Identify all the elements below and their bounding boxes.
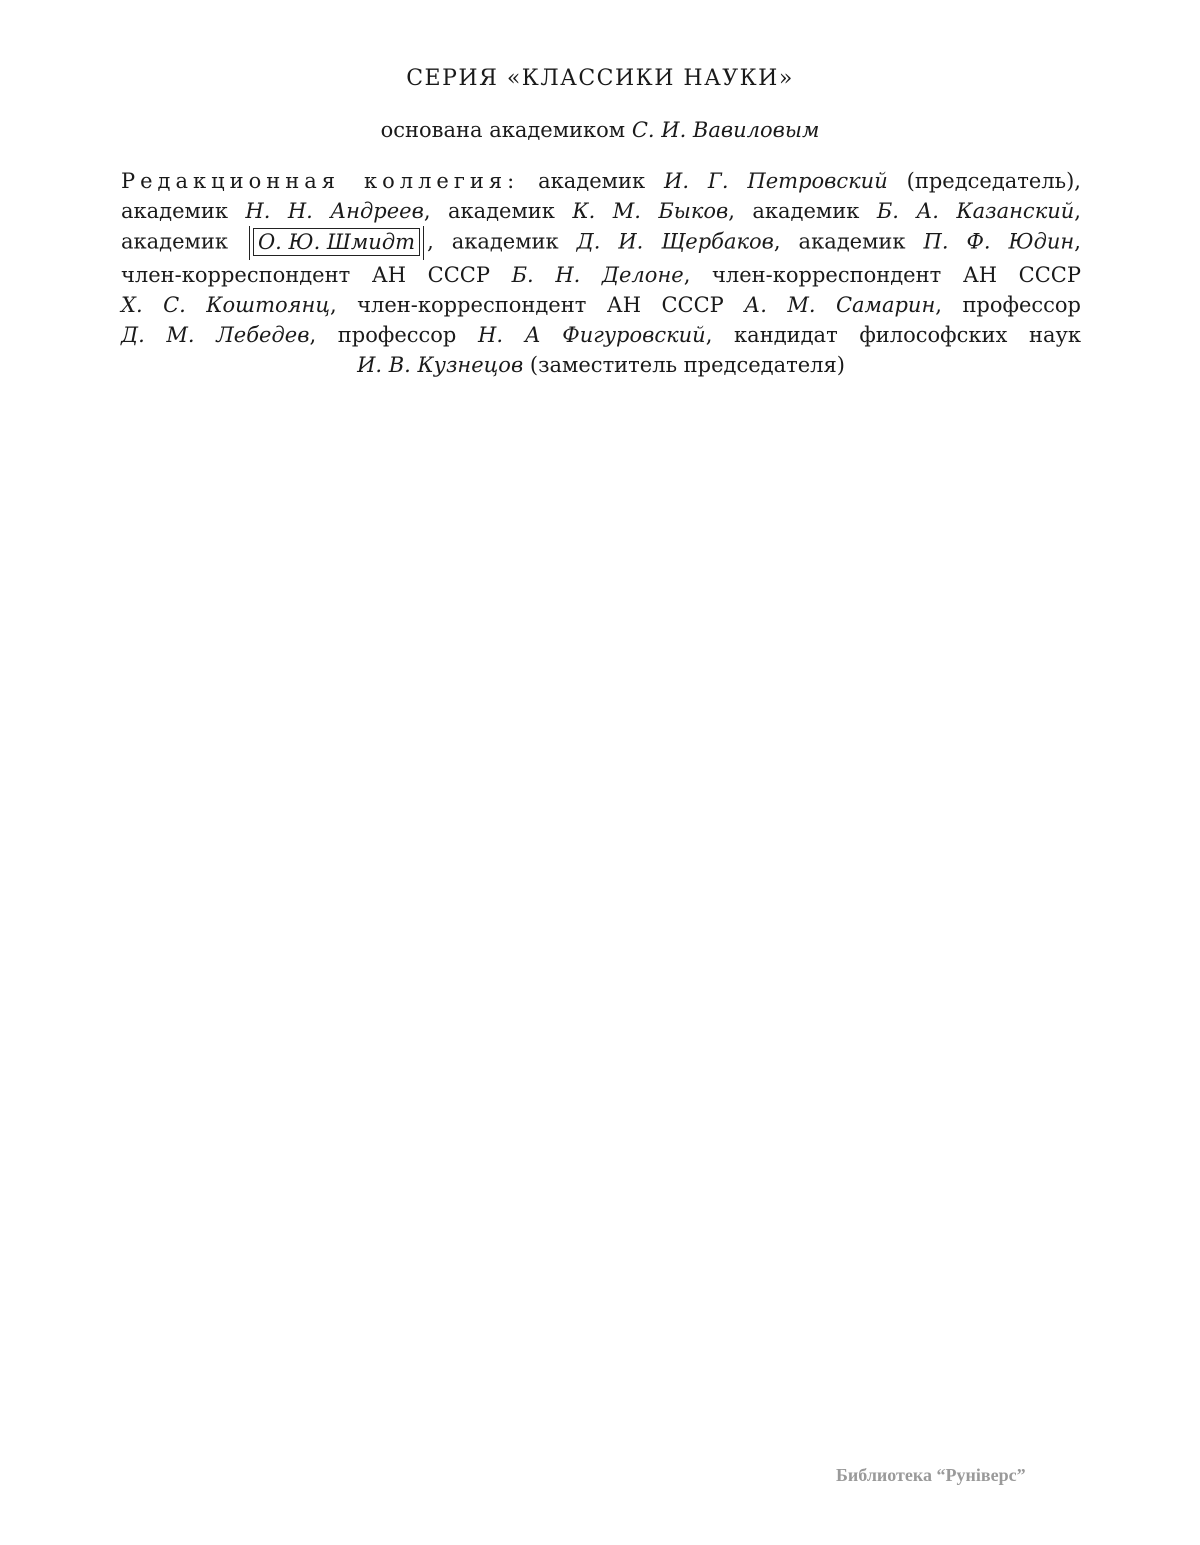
title-word: член-корреспондент АН СССР: [712, 263, 1081, 287]
title-word: профессор: [962, 293, 1081, 317]
title-word: академик: [121, 229, 228, 254]
title-word: академик: [752, 199, 860, 223]
board-line: академик О. Ю. Шмидт , академик Д. И. Щербаков, академик П. Ф. Юдин,: [121, 226, 1081, 260]
board-heading: Редакционная коллегия:: [121, 169, 520, 193]
founded-prefix: основана академиком: [380, 118, 626, 142]
member-name: И. В. Кузнецов: [357, 353, 524, 377]
chair-role: (председатель),: [906, 169, 1081, 193]
title-word: член-корреспондент АН СССР: [357, 293, 724, 317]
board-line: Д. М. Лебедев, профессор Н. А Фигуровский, кандидат философских наук: [121, 323, 1082, 347]
mourning-frame-left: [249, 226, 250, 260]
board-line: [121, 166, 1081, 196]
founder-name: С. И. Вавиловым: [631, 118, 820, 142]
founded-line: [0, 118, 1200, 142]
board-line: [121, 350, 1081, 380]
member-name: Х. С. Коштоянц: [121, 293, 331, 317]
title-word: академик: [121, 199, 228, 223]
member-name: Д. И. Щербаков: [576, 229, 774, 254]
title-word: профессор: [337, 323, 457, 347]
editorial-board: [121, 166, 1081, 380]
mourning-frame-right: [423, 226, 424, 260]
title-word: академик: [538, 169, 646, 193]
board-line: академик Н. Н. Андреев, академик К. М. Быков, академик Б. А. Казанский,: [121, 199, 1081, 223]
title-word: член-корреспондент АН СССР: [121, 263, 490, 287]
title-word: академик: [451, 229, 559, 254]
member-name: Д. М. Лебедев: [121, 323, 310, 347]
member-name: Б. Н. Делоне: [511, 263, 684, 287]
series-title: СЕРИЯ «КЛАССИКИ НАУКИ»: [406, 66, 794, 91]
member-name-framed: О. Ю. Шмидт: [253, 228, 420, 256]
member-name: А. М. Самарин: [744, 293, 936, 317]
title-word: академик: [447, 199, 555, 223]
title-word: академик: [798, 229, 906, 254]
deputy-role: (заместитель председателя): [529, 353, 845, 377]
library-watermark: Библиотека “Рунiверс”: [836, 1465, 1026, 1485]
member-name: Н. Н. Андреев: [245, 199, 424, 223]
title-word: кандидат философских наук: [734, 323, 1082, 347]
member-name: И. Г. Петровский: [664, 169, 888, 193]
board-line: Х. С. Коштоянц, член-корреспондент АН СССР А. М. Самарин, профессор: [121, 293, 1081, 317]
member-name: К. М. Быков: [572, 199, 729, 223]
member-name: П. Ф. Юдин: [923, 229, 1075, 254]
member-name: Н. А Фигуровский: [478, 323, 706, 347]
member-name: Б. А. Казанский: [876, 199, 1075, 223]
board-line: член-корреспондент АН СССР Б. Н. Делоне, член-корреспондент АН СССР: [121, 263, 1081, 287]
